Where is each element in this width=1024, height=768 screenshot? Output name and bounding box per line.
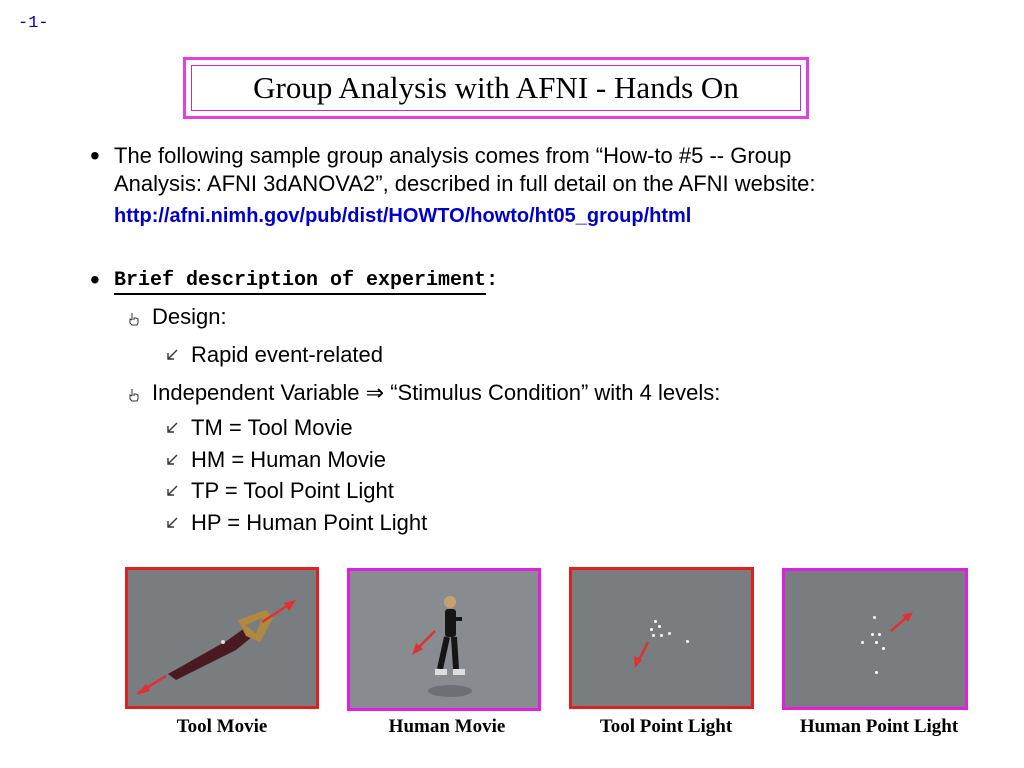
arrow-down-left-icon [165, 484, 179, 498]
design-item: Rapid event-related [191, 342, 384, 367]
iv-label: Independent Variable ⇒ “Stimulus Condition” with 4 levels: [152, 380, 721, 405]
arrow-down-left-icon [165, 348, 179, 362]
bullet-dot: • [90, 264, 100, 295]
arrow-down-left-icon [165, 421, 179, 435]
iv-item-hp: HP = Human Point Light [191, 510, 428, 535]
heading-colon: : [486, 269, 499, 292]
person-picture [350, 571, 538, 708]
design-label: Design: [152, 304, 227, 329]
pointing-hand-icon [127, 312, 141, 326]
page-title: Group Analysis with AFNI - Hands On [191, 65, 801, 111]
experiment-heading-text: Brief description of experiment [114, 269, 486, 295]
caption-tool-point-light: Tool Point Light [599, 716, 733, 737]
arrow-down-left-icon [165, 516, 179, 530]
caption-tool-movie: Tool Movie [176, 716, 268, 737]
bullet-dot: • [90, 140, 100, 171]
tool-point-light-image [569, 567, 754, 709]
afni-howto-link[interactable]: http://afni.nimh.gov/pub/dist/HOWTO/howto/ht05_group/html [114, 205, 692, 227]
human-point-light-image [782, 568, 968, 710]
caption-human-point-light: Human Point Light [799, 716, 959, 737]
title-box [183, 57, 809, 119]
iv-item-tp: TP = Tool Point Light [191, 478, 394, 503]
page-number: -1- [18, 14, 49, 33]
caption-human-movie: Human Movie [388, 716, 506, 737]
iv-item-tm: TM = Tool Movie [191, 415, 353, 440]
arrow-down-left-icon [165, 453, 179, 467]
bullet1-line1: The following sample group analysis comes from “How-to #5 -- Group [114, 143, 792, 168]
arrow-overlay [572, 570, 751, 706]
saw-picture [128, 570, 316, 706]
bullet1-line2: Analysis: AFNI 3dANOVA2”, described in full detail on the AFNI website: [114, 171, 816, 196]
experiment-heading [114, 269, 498, 292]
tool-movie-image [125, 567, 319, 709]
iv-item-hm: HM = Human Movie [191, 447, 387, 472]
human-movie-image [347, 568, 541, 711]
arrow-overlay [785, 571, 965, 707]
pointing-hand-icon [127, 388, 141, 402]
